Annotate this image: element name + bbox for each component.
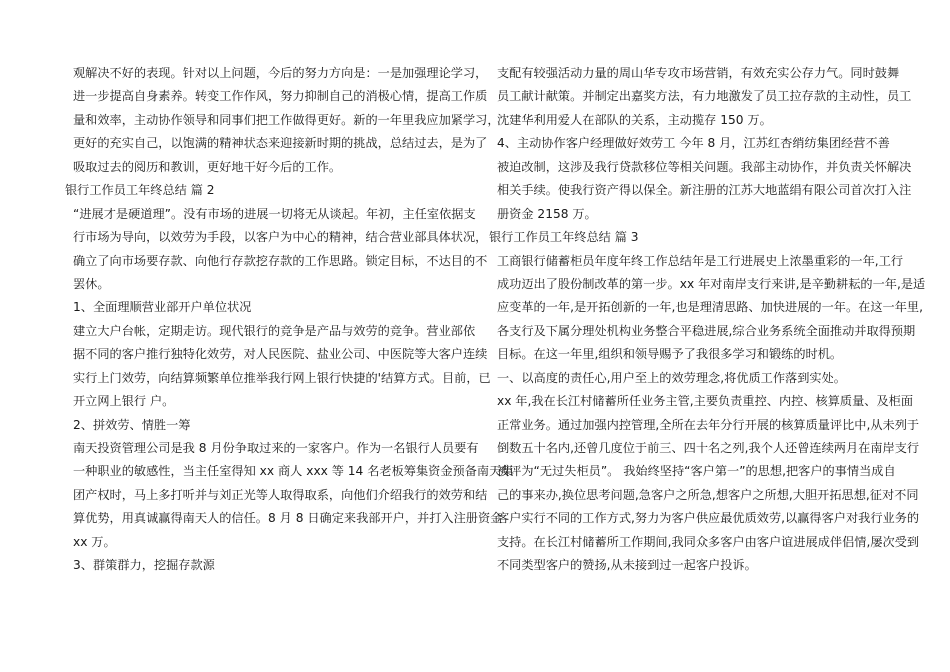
text-line: 被评为“无过失柜员”。 我始终坚持“客户第一”的思想,把客户的事情当成自 (497, 464, 896, 479)
text-line: 目标。在这一年里,组织和领导赐予了我很多学习和锻练的时机。 (497, 347, 843, 362)
text-line: 各支行及下属分理处机构业务整合平稳进展,综合业务系统全面推动并取得预期 (497, 323, 916, 338)
text-line: 被迫改制，这涉及我行贷款移位等相关问题。我部主动协作，并负责关怀解决 (497, 159, 912, 174)
text-line: 观解决不好的表现。针对以上问题，今后的努力方向是：一是加强理论学习， (73, 66, 488, 80)
text-line: 算优势，用真诚赢得南天人的信任。8 月 8 日确定来我部开户，并打入注册资金 (73, 511, 503, 526)
text-line: 建立大户台帐，定期走访。现代银行的竞争是产品与效劳的竞争。营业部依 (73, 323, 476, 338)
text-line: 量和效率，主动协作领导和同事们把工作做得更好。新的一年里我应加紧学习， (73, 112, 500, 127)
section-heading: 银行工作员工年终总结 篇 2 (65, 183, 215, 198)
text-line: 支持。在长江村储蓄所工作期间,我同众多客户由客户谊进展成伴侣情,屡次受到 (497, 534, 920, 549)
text-line: 罢休。 (73, 276, 110, 291)
text-line: “进展才是硬道理”。没有市场的进展一切将无从谈起。年初，主任室依据支 (73, 206, 476, 221)
right-column (489, 62, 926, 578)
text-line: 册资金 2158 万。 (497, 206, 597, 221)
text-line: 己的事来办,换位思考问题,急客户之所急,想客户之所想,大胆开拓思想,征对不同 (497, 487, 919, 502)
text-line: 进一步提高自身素养。转变工作作风，努力抑制自己的消极心情，提高工作质 (73, 89, 488, 104)
text-line: 相关手续。使我行资产得以保全。新注册的江苏大地蓝绢有限公司首次打入注 (497, 183, 912, 198)
text-line: 一种职业的敏感性，当主任室得知 xx 商人 xxx 等 14 名老板筹集资金预备南天集 (73, 464, 514, 479)
text-line: 客户实行不同的工作方式,努力为客户供应最优质效劳,以赢得客户对我行业务的 (497, 511, 920, 526)
text-line: 实行上门效劳，向结算频繁单位推举我行网上银行快捷的'结算方式。目前，已 (73, 370, 491, 385)
subheading: 1、全面理顺营业部开户单位状况 (73, 300, 252, 315)
section-heading: 银行工作员工年终总结 篇 3 (489, 230, 639, 245)
left-column (65, 62, 514, 578)
text-line: 南天投资管理公司是我 8 月份争取过来的一家客户。作为一名银行人员要有 (73, 441, 479, 455)
text-line: 支配有较强活动力量的周山华专攻市场营销，有效充实公存力气。同时鼓舞 (497, 66, 900, 80)
text-line: xx 万。 (73, 534, 116, 549)
text-line: 应变革的一年,是开拓创新的一年,也是理清思路、加快进展的一年。在这一年里, (497, 300, 923, 315)
text-line: 沈建华利用爱人在部队的关系，主动揽存 150 万。 (497, 112, 772, 127)
text-line: 4、主动协作客户经理做好效劳工 今年 8 月，江苏红杏绡纺集团经营不善 (497, 136, 890, 151)
text-line: 行市场为导向，以效劳为手段，以客户为中心的精神，结合营业部具体状况， (73, 230, 488, 245)
text-line: 更好的充实自己，以饱满的精神状态来迎接新时期的挑战，总结过去，是为了 (73, 136, 488, 151)
text-line: 团产权时，马上多打听并与刘正光等人取得取系，向他们介绍我行的效劳和结 (73, 487, 488, 502)
subheading: 一、以高度的责任心,用户至上的效劳理念,将优质工作落到实处。 (497, 370, 846, 385)
text-line: 确立了向市场要存款、向他行存款挖存款的工作思路。锁定目标，不达目的不 (73, 253, 488, 268)
text-line: 正常业务。通过加强内控管理,全所在去年分行开展的核算质量评比中,从未列于 (497, 417, 920, 432)
text-line: xx 年,我在长江村储蓄所任业务主管,主要负责重控、内控、核算质量、及柜面 (497, 394, 914, 409)
text-line: 员工献计献策。并制定出嘉奖方法，有力地激发了员工拉存款的主动性，员工 (497, 89, 912, 104)
text-line: 倒数五十名内,还曾几度位于前三、四十名之列,我个人还曾连续两月在南岸支行 (497, 441, 920, 455)
text-line: 开立网上银行 户。 (73, 394, 175, 409)
subheading: 3、群策群力，挖掘存款源 (73, 558, 215, 573)
text-line: 吸取过去的阅历和教训，更好地干好今后的工作。 (73, 159, 342, 174)
text-line: 成功迈出了股份制改革的第一步。xx 年对南岸支行来讲,是辛勤耕耘的一年,是适 (497, 276, 926, 291)
text-line: 据不同的客户推行独特化效劳，对人民医院、盐业公司、中医院等大客户连续 (73, 347, 488, 362)
text-line: 工商银行储蓄柜员年度年终工作总结年是工行进展史上浓墨重彩的一年,工行 (497, 253, 904, 268)
text-line: 不同类型客户的赞扬,从未接到过一起客户投诉。 (497, 558, 757, 573)
subheading: 2、拼效劳、情胜一筹 (73, 417, 191, 432)
